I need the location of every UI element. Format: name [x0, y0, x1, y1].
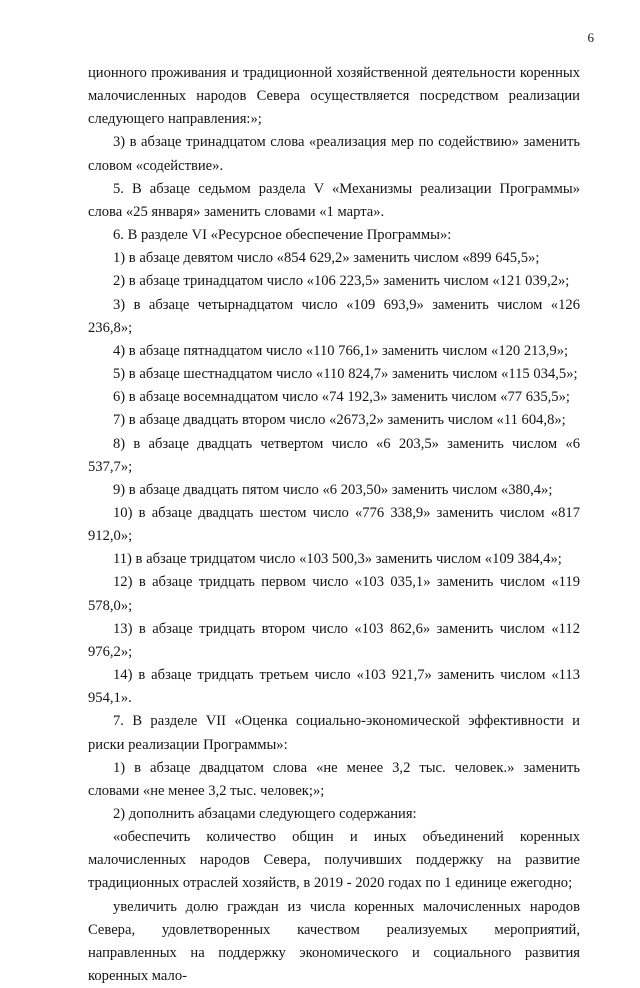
- paragraph-s6-item-11: 11) в абзаце тридцатом число «103 500,3» заменить числом «109 384,4»;: [113, 551, 562, 568]
- paragraph-s7-item-1: 1) в абзаце двадцатом слова «не менее 3,2 тыс. человек.» заменить словами «не менее 3,2 тыс. человек;»;: [88, 759, 580, 799]
- paragraph-item-3-thirteenth: 3) в абзаце тринадцатом слова «реализация мер по содействию» заменить словом «содействие».: [88, 134, 580, 174]
- paragraph-section-5: 5. В абзаце седьмом раздела V «Механизмы реализации Программы» слова «25 января» заменить словами «1 марта».: [88, 180, 580, 220]
- paragraph-section-7-heading: 7. В разделе VII «Оценка социально-экономической эффективности и риски реализации Программы»:: [88, 713, 580, 753]
- paragraph-s6-item-5: 5) в абзаце шестнадцатом число «110 824,7» заменить числом «115 034,5»;: [113, 366, 578, 383]
- paragraph-s6-item-13: 13) в абзаце тридцать втором число «103 862,6» заменить числом «112 976,2»;: [88, 620, 580, 660]
- paragraph-s6-item-8: 8) в абзаце двадцать четвертом число «6 203,5» заменить числом «6 537,7»;: [88, 435, 580, 475]
- paragraph-s6-item-12: 12) в абзаце тридцать первом число «103 035,1» заменить числом «119 578,0»;: [88, 574, 580, 614]
- paragraph-s6-item-6: 6) в абзаце восемнадцатом число «74 192,3» заменить числом «77 635,5»;: [113, 389, 570, 406]
- paragraph-s6-item-9: 9) в абзаце двадцать пятом число «6 203,50» заменить числом «380,4»;: [113, 481, 553, 498]
- paragraph-section-6-heading: 6. В разделе VI «Ресурсное обеспечение Программы»:: [113, 227, 452, 244]
- paragraph-s7-item-2: 2) дополнить абзацами следующего содержания:: [113, 806, 417, 822]
- paragraph-s6-item-7: 7) в абзаце двадцать втором число «2673,2» заменить числом «11 604,8»;: [113, 412, 566, 429]
- paragraph-quoted-addition-2: увеличить долю граждан из числа коренных малочисленных народов Севера, удовлетворенных качеством реализуемых мероприятий, направленных на поддержку экономического и социального развития коренных мало-: [88, 898, 580, 985]
- paragraph-s6-item-2: 2) в абзаце тринадцатом число «106 223,5» заменить числом «121 039,2»;: [113, 273, 570, 290]
- paragraph-quoted-addition-1: «обеспечить количество общин и иных объединений коренных малочисленных народов Севера, получивших поддержку на развитие традиционных отраслей хозяйств, в 2019 - 2020 годах по 1 единице ежегодно;: [88, 829, 580, 892]
- paragraph-s6-item-10: 10) в абзаце двадцать шестом число «776 338,9» заменить числом «817 912,0»;: [88, 504, 580, 545]
- paragraph-s6-item-14: 14) в абзаце тридцать третьем число «103 921,7» заменить числом «113 954,1».: [88, 667, 580, 707]
- paragraph-s6-item-4: 4) в абзаце пятнадцатом число «110 766,1» заменить числом «120 213,9»;: [113, 342, 569, 359]
- document-body: [88, 62, 580, 988]
- paragraph-continuation: ционного проживания и традиционной хозяйственной деятельности коренных малочисленных народов Севера осуществляется посредством реализации следующего направления:»;: [88, 65, 580, 128]
- paragraph-s6-item-1: 1) в абзаце девятом число «854 629,2» заменить числом «899 645,5»;: [113, 250, 540, 267]
- paragraph-s6-item-3: 3) в абзаце четырнадцатом число «109 693,9» заменить числом «126 236,8»;: [88, 296, 580, 336]
- page-number: 6: [587, 30, 594, 45]
